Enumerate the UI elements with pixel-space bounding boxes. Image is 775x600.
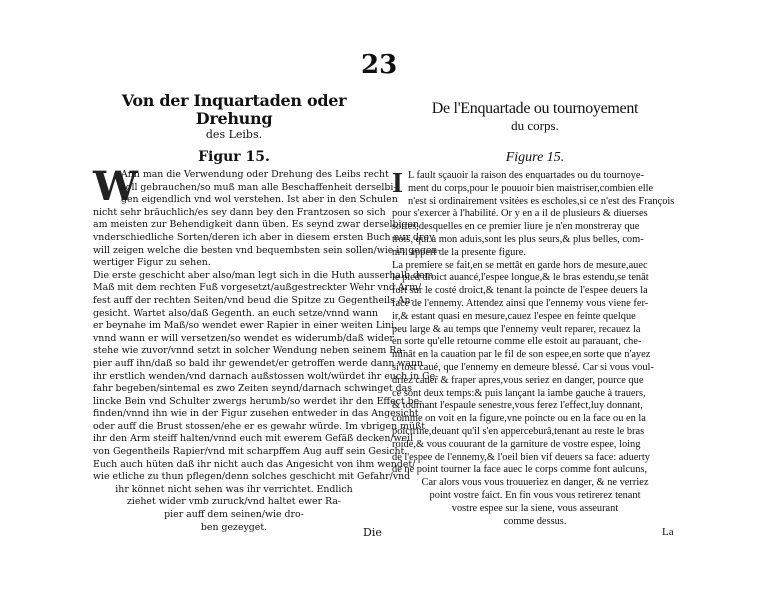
text-line: finden/vnnd ihn wie in der Figur zusehen entweder in das Angesicht — [93, 408, 419, 420]
text-line: L fault sçauoir la raison des enquartades ou du tournoye- — [408, 170, 644, 181]
german-dropcap: W — [93, 163, 138, 210]
text-line: vostre espee sur la siene, vous asseurant — [451, 502, 619, 514]
french-column — [392, 100, 678, 528]
german-heading-sub: des Leibs. — [205, 128, 263, 141]
text-line: peu large & au temps que l'ennemy veult reparer, recauez la — [392, 323, 641, 335]
french-figure-label: Figure 15. — [505, 150, 565, 165]
text-line: oder auff die Brust stossen/ehe er es gewahr würde. Im vbrigen müßt — [93, 420, 426, 432]
french-paragraph-1 — [392, 170, 678, 260]
text-line: de l'espee de l'ennemy,& l'oeil bien vif deuers sa face: aduerty — [392, 451, 650, 463]
text-line: ihr erstlich wenden/vnd darnach außstossen wolt/würdet ihr euch in Ge- — [93, 370, 439, 382]
text-line: pier auff dem seinen/wie dro- — [164, 509, 304, 521]
text-line: comme dessus. — [503, 515, 567, 527]
text-line: Ann man die Verwendung oder Drehung des Leibs recht — [121, 169, 389, 180]
french-dropcap: I — [392, 168, 403, 199]
text-line: ihr könnet nicht sehen was ihr verrichtet. Endlich — [115, 483, 353, 495]
text-line: sortes,desquelles en ce premier liure je n'en monstreray que — [392, 221, 640, 233]
text-line: ment du corps,pour le pouuoir bien maistriser,combien elle — [408, 182, 654, 194]
text-line: stehe wie zuvor/vnnd setzt in solcher Wendung neben seinem Ra- — [93, 345, 406, 357]
text-line: vnnd wann er will versetzen/so wendet es widerumb/daß wider — [93, 332, 394, 344]
text-line: le pied droict auancé,l'espee longue,& le bras estendu,se tenât — [392, 272, 649, 284]
text-line: wertiger Figur zu sehen. — [93, 257, 211, 269]
text-line: vnderschiedliche Sorten/deren ich aber in diesem ersten Buch nur drey — [93, 231, 435, 243]
text-line: m'il appert de la presente figure. — [392, 246, 527, 258]
text-line: pier auff ihn/daß so bald ihr gewendet/er getroffen werde dann wann — [93, 357, 424, 369]
text-line: fest auff der rechten Seiten/vnd beud die Spitze zu Gegentheils An- — [93, 294, 414, 306]
french-paragraph-2 — [392, 260, 678, 478]
text-line: ce sont deux temps:& puis lançant la iambe gauche à trauers, — [392, 387, 646, 399]
text-line: wie etliche zu thun pflegen/denn solches geschicht mit Gefahr/vnd — [93, 471, 411, 483]
text-line: de ne point tourner la face auec le corps comme font aulcuns, — [392, 464, 648, 476]
text-line: Car alors vous vous trouueriez en danger, & ne verriez — [421, 477, 649, 489]
text-line: gen eigendlich vnd wol verstehen. Ist aber in den Schulen — [121, 194, 398, 206]
text-line: lincke Bein vnd Schulter zwergs herumb/so werdet ihr den Effect be- — [93, 395, 423, 407]
german-figure-label: Figur 15. — [198, 149, 270, 165]
text-line: pour s'exercer à l'habilité. Or y en a il de plusieurs & diuerses — [392, 208, 648, 220]
german-paragraph-1 — [93, 163, 441, 270]
text-line: roide,& vous couurant de la garniture de vostre espee, loing — [392, 438, 641, 450]
text-line: n'est si ordinairement vsitées es escholes,si ce n'est des François — [408, 195, 675, 207]
german-heading: Von der Inquartaden oder Drehung — [121, 91, 347, 128]
text-line: will zeigen welche die besten vnd bequembsten sein sollen/wie in gegen- — [93, 244, 441, 256]
german-catchword: Die — [363, 526, 382, 539]
page-number: 23 — [361, 50, 398, 80]
text-line: ziehet wider vmb zuruck/vnd haltet ewer Ra- — [126, 496, 342, 508]
text-line: en sorte qu'elle retourne comme elle estoit au parauant, che- — [392, 336, 642, 348]
text-line: Die erste geschicht aber also/man legt sich in die Huth ausserhalb dem — [93, 269, 434, 281]
french-heading-sub: du corps. — [511, 118, 559, 133]
german-column — [93, 91, 441, 534]
text-line: am meisten zur Behendigkeit dann üben. Es seynd zwar derselbigen — [93, 219, 420, 231]
text-line: driez cauer & fraper apres,vous seriez en danger, pource que — [392, 374, 644, 386]
text-line: comme on voit en la figure,vne poincte ou en la face ou en la — [392, 413, 646, 425]
text-line: poictrine,deuant qu'il s'en apperceburâ,tenant au reste le bras — [392, 425, 645, 437]
text-line: nicht sehr bräuchlich/es sey dann bey den Frantzosen so sich — [93, 206, 386, 218]
text-line: soll gebrauchen/so muß man alle Beschaffenheit derselbi- — [121, 181, 397, 193]
text-line: er beynahe im Maß/so wendet ewer Rapier in einer weiten Lini, — [93, 320, 398, 332]
text-line: point vostre faict. En fin vous vous retirerez tenant — [429, 489, 641, 501]
text-line: Euch auch hüten daß ihr nicht auch das Angesicht von ihm wendet/ — [93, 458, 416, 470]
text-line: ben gezeyget. — [200, 521, 268, 533]
german-tail — [93, 484, 375, 534]
text-line: ir,& estant quasi en mesure,cauez l'espee en feinte quelque — [392, 310, 636, 322]
french-tail — [392, 477, 678, 528]
text-line: & tournant l'espaule senestre,vous ferez l'effect,luy donnant, — [392, 400, 643, 412]
text-line: si tost caué, que l'ennemy en demeure blessé. Car si vous voul- — [392, 361, 654, 373]
text-line: Maß mit dem rechten Fuß vorgesetzt/außgestreckter Wehr vnd Arm/ — [93, 282, 422, 294]
text-line: gesicht. Wartet also/daß Gegenth. an euch setze/vnnd wann — [93, 307, 379, 319]
text-line: face de l'ennemy. Attendez ainsi que l'ennemy vous viene fer- — [392, 297, 649, 309]
text-line: von Gegentheils Rapier/vnd mit scharpffem Aug auff sein Gesicht. — [93, 446, 408, 458]
text-line: fort sur le costé droict,& tenant la poincte de l'espee deuers la — [392, 285, 648, 297]
text-line: trois, qui à mon aduis,sont les plus seurs,& plus belles, com- — [392, 233, 644, 245]
text-line: minât en la cauation par le fil de son espee,en sorte que n'ayez — [392, 349, 651, 361]
french-catchword: La — [662, 526, 674, 538]
text-line: La premiere se fait,en se mettât en garde hors de mesure,auec — [392, 259, 648, 271]
french-heading: De l'Enquartade ou tournoyement — [431, 100, 639, 117]
text-line: fahr begeben/sintemal es zwo Zeiten seynd/darnach schwinget das — [93, 383, 413, 395]
german-paragraph-2 — [93, 269, 439, 484]
text-line: ihr den Arm steiff halten/vnnd euch mit ewerem Gefäß decken/weil — [93, 433, 414, 445]
